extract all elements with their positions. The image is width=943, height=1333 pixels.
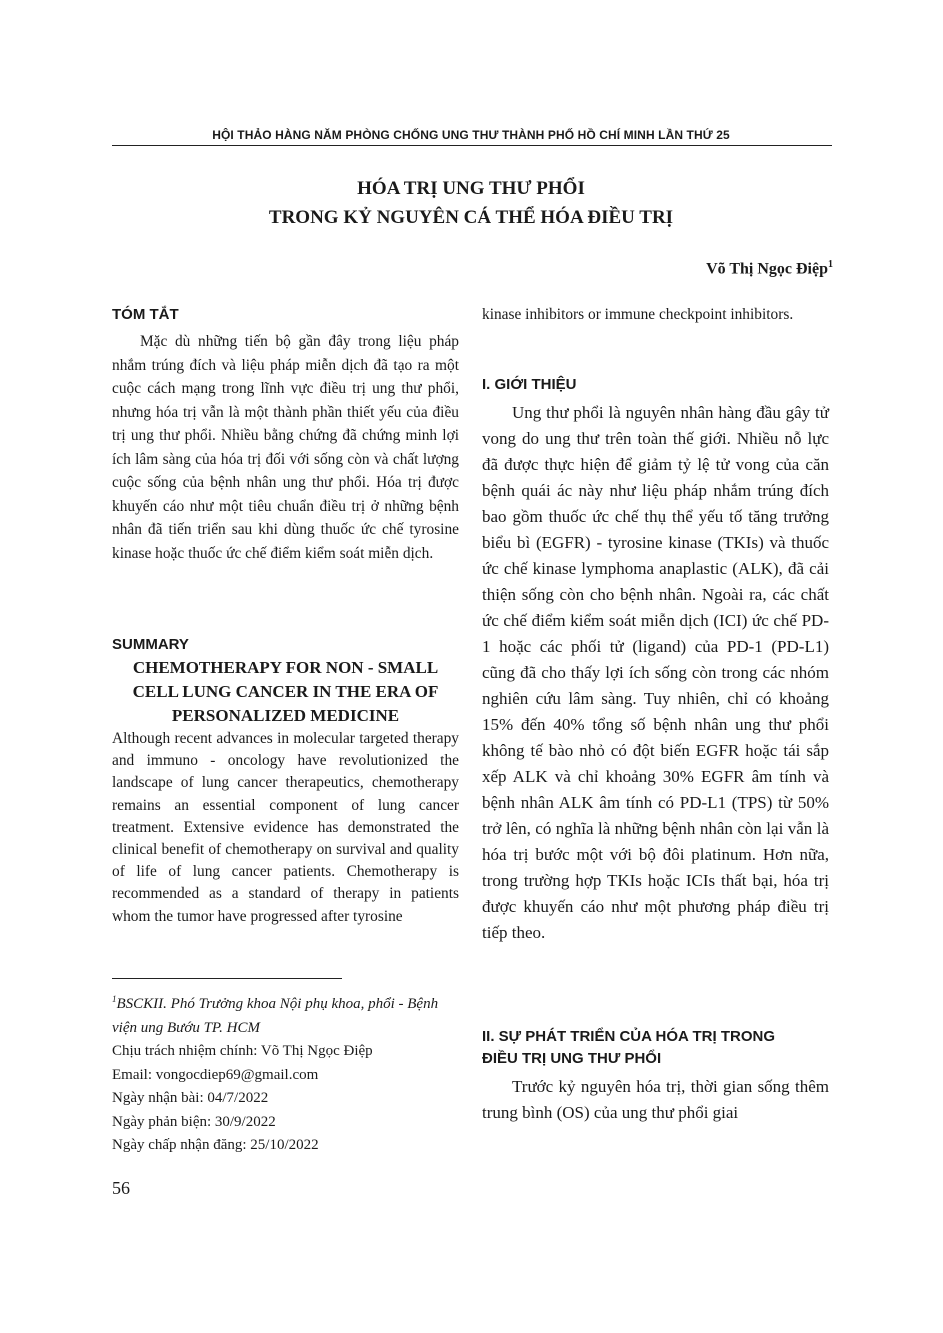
footnotes: [112, 988, 462, 1158]
page-number: 56: [112, 1178, 130, 1198]
author: [706, 259, 833, 278]
abstract-vn-text: Mặc dù những tiến bộ gần đây trong liệu pháp nhắm trúng đích và liệu pháp miễn dịch đã tạo ra một cuộc cách mạng trong lĩnh vực điều trị ung thư phổi, nhưng hóa trị vẫn là một thành phần thiết yếu của điều trị ung thư phổi. Nhiều bằng chứng đã chứng minh lợi ích lâm sàng của hóa trị đối với sống còn và chất lượng cuộc sống của bệnh nhân ung thư phổi. Hóa trị được khuyến cáo như một tiêu chuẩn điều trị ở những bệnh nhân đã tiến triển sau khi dùng thuốc ức chế tyrosine kinase hoặc thuốc ức chế điểm kiểm soát miễn dịch.: [112, 333, 459, 562]
footnote-accepted: Ngày chấp nhận đăng: 25/10/2022: [112, 1137, 319, 1153]
section-introduction: [482, 374, 829, 946]
affiliation-marker: 1: [112, 994, 117, 1004]
abstract-vn-heading: TÓM TẮT: [112, 306, 179, 323]
footnote-received: Ngày nhận bài: 04/7/2022: [112, 1090, 269, 1106]
section2-heading-line-2: ĐIỀU TRỊ UNG THƯ PHỔI: [482, 1050, 662, 1067]
section1-heading: I. GIỚI THIỆU: [482, 376, 577, 393]
summary-continuation: [482, 304, 829, 326]
summary-title: CHEMOTHERAPY FOR NON - SMALL CELL LUNG CANCER IN THE ERA OF PERSONALIZED MEDICINE: [132, 658, 439, 725]
section-development: [482, 1026, 829, 1126]
summary-en: [112, 634, 459, 928]
author-name: Võ Thị Ngọc Điệp: [706, 260, 828, 278]
summary-heading: SUMMARY: [112, 636, 189, 653]
footnote-rule: [112, 978, 342, 979]
footnote-affiliation: [112, 988, 462, 1040]
footnote-email: Email: vongocdiep69@gmail.com: [112, 1066, 319, 1083]
footnote-responsible: Chịu trách nhiệm chính: Võ Thị Ngọc Điệp: [112, 1043, 373, 1059]
section1-text: Ung thư phổi là nguyên nhân hàng đầu gây tử vong do ung thư trên toàn thế giới. Nhiều nỗ lực đã được thực hiện để giảm tỷ lệ tử vong của căn bệnh quái ác này như liệu pháp nhắm trúng đích bao gồm thuốc ức chế thụ thể yếu tố tăng trưởng biểu bì (EGFR) - tyrosine kinase (TKIs) và thuốc ức chế kinase lymphoma anaplastic (ALK), đã cải thiện sống còn cho bệnh nhân. Ngoài ra, các chất ức chế điểm kiểm soát miễn dịch (ICI) ức chế PD-1 hoặc các phối tử (ligand) của PD-1 (PD-L1) cũng đã cho thấy lợi ích sống còn trong các nhóm nghiên cứu lâm sàng. Tuy nhiên, chỉ có khoảng 15% đến 40% tổng số bệnh nhân ung thư phổi không tế bào nhỏ có đột biến EGFR hoặc tái sắp xếp ALK và chỉ khoảng 30% EGFR âm tính và bệnh nhân ALK âm tính có PD-L1 (TPS) từ 50% trở lên, có nghĩa là những bệnh nhân còn lại vẫn là hóa trị bước một với bộ đôi platinum. Hơn nữa, trong trường hợp TKIs hoặc ICIs thất bại, hóa trị được khuyến cáo như một phương pháp điều trị tiếp theo.: [482, 403, 829, 942]
running-header: HỘI THẢO HÀNG NĂM PHÒNG CHỐNG UNG THƯ THÀNH PHỐ HỒ CHÍ MINH LẦN THỨ 25: [212, 128, 730, 142]
author-marker: 1: [828, 259, 833, 270]
title-line-1: HÓA TRỊ UNG THƯ PHỔI: [357, 178, 585, 199]
title-line-2: TRONG KỶ NGUYÊN CÁ THỂ HÓA ĐIỀU TRỊ: [268, 207, 674, 228]
abstract-vn: [112, 304, 459, 565]
section2-text: Trước kỷ nguyên hóa trị, thời gian sống thêm trung bình (OS) của ung thư phổi giai: [482, 1077, 829, 1122]
summary-text: Although recent advances in molecular targeted therapy and immuno - oncology have revolutionized the landscape of lung cancer therapeutics, chemotherapy remains an essential component of lung cancer treatment. Extensive evidence has demonstrated the clinical benefit of chemotherapy on survival and quality of life of lung cancer patients. Chemotherapy is recommended as a standard of therapy in patients whom the tumor have progressed after tyrosine: [112, 730, 459, 925]
summary-continuation-text: kinase inhibitors or immune checkpoint inhibitors.: [482, 306, 794, 323]
footnote-reviewed: Ngày phản biện: 30/9/2022: [112, 1113, 276, 1130]
section2-heading-line-1: II. SỰ PHÁT TRIỂN CỦA HÓA TRỊ TRONG: [482, 1028, 775, 1045]
header-rule: [112, 145, 832, 146]
affiliation-text: BSCKII. Phó Trưởng khoa Nội phụ khoa, phổi - Bệnh viện ung Bướu TP. HCM: [112, 996, 439, 1036]
